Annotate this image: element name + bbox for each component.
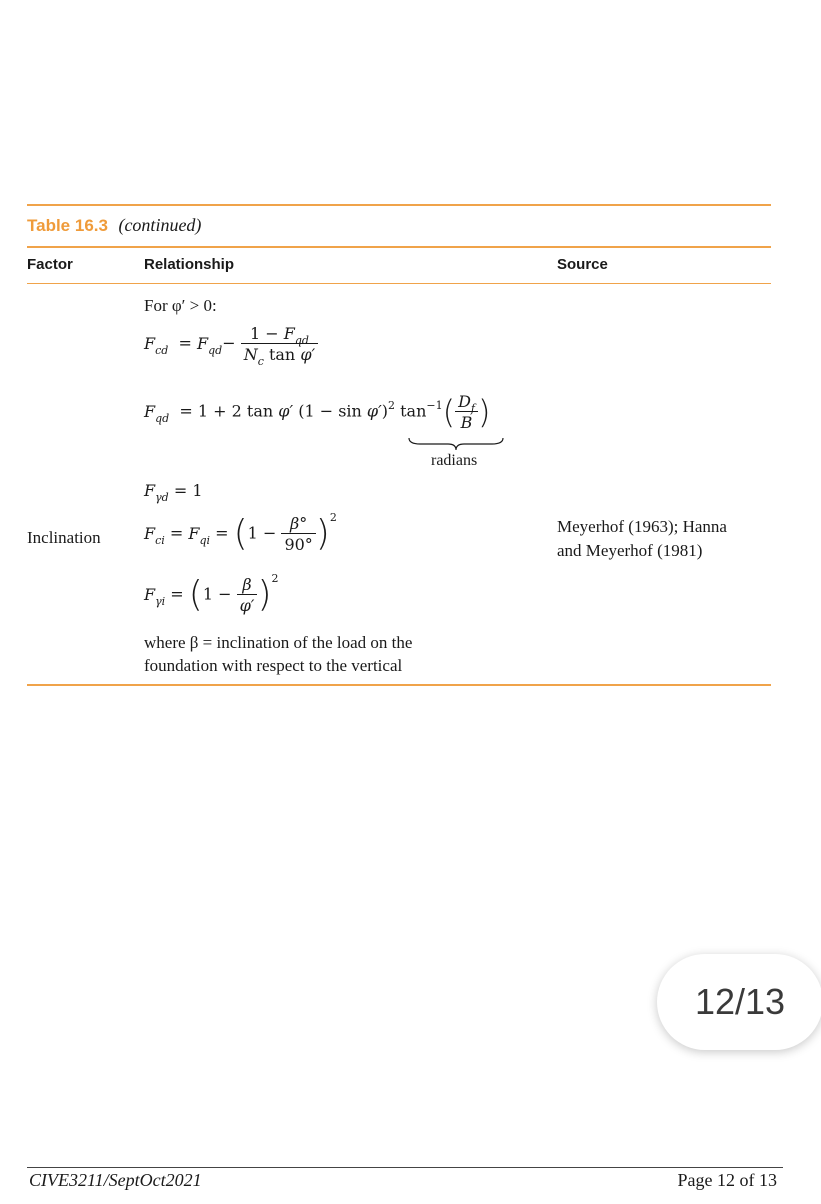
table-label: Table 16.3 bbox=[27, 216, 108, 235]
table-caption-rule bbox=[27, 246, 771, 248]
equation-fgi: $F_{\gamma i} = (1$ − $\frac{\beta}{\varphi'}$ )$^2$ bbox=[144, 571, 279, 615]
equation-fqd: $F_{qd} = 1 + 2$ tan φ′ $(1 - \sin \varphi')^2$ $\tan^{-1}$( $\frac{D_f}{B}$ ) bbox=[144, 392, 491, 432]
source-inclination-line1: Meyerhof (1963); Hanna bbox=[557, 517, 727, 536]
equation-fci: $F_{ci} = F_{qi} = (1$ − $\frac{\beta^\circ}{90^\circ}$ )$^2$ bbox=[144, 510, 337, 554]
equation-fcd: $F_{cd} = F_{qd}-$ $\frac{1 - F_{qd}}{N_c \tan \varphi'}$ bbox=[144, 324, 318, 364]
footer-course-code: CIVE3211/SeptOct2021 bbox=[29, 1170, 202, 1190]
table-continued: (continued) bbox=[118, 215, 202, 235]
header-source: Source bbox=[557, 256, 608, 273]
footer-page-number: Page 12 of 13 bbox=[677, 1170, 777, 1190]
source-inclination-line2: and Meyerhof (1981) bbox=[557, 541, 703, 560]
condition-text: For φ′ > 0: bbox=[144, 296, 217, 315]
note-line1: where β = inclination of the load on the bbox=[144, 633, 413, 652]
footer-rule bbox=[27, 1167, 783, 1168]
table-header-rule bbox=[27, 283, 771, 284]
page-indicator-badge[interactable]: 12/13 bbox=[657, 954, 821, 1050]
table-bottom-rule bbox=[27, 684, 771, 686]
header-relationship: Relationship bbox=[144, 256, 235, 273]
table-caption bbox=[27, 215, 201, 236]
equation-fgd: $F_{\gamma d} = 1$ bbox=[144, 481, 203, 504]
underbrace bbox=[408, 437, 504, 451]
table-top-rule bbox=[27, 204, 771, 206]
header-factor: Factor bbox=[27, 256, 73, 273]
note-line2: foundation with respect to the vertical bbox=[144, 656, 403, 675]
radians-label: radians bbox=[431, 452, 478, 469]
factor-inclination: Inclination bbox=[27, 528, 101, 547]
